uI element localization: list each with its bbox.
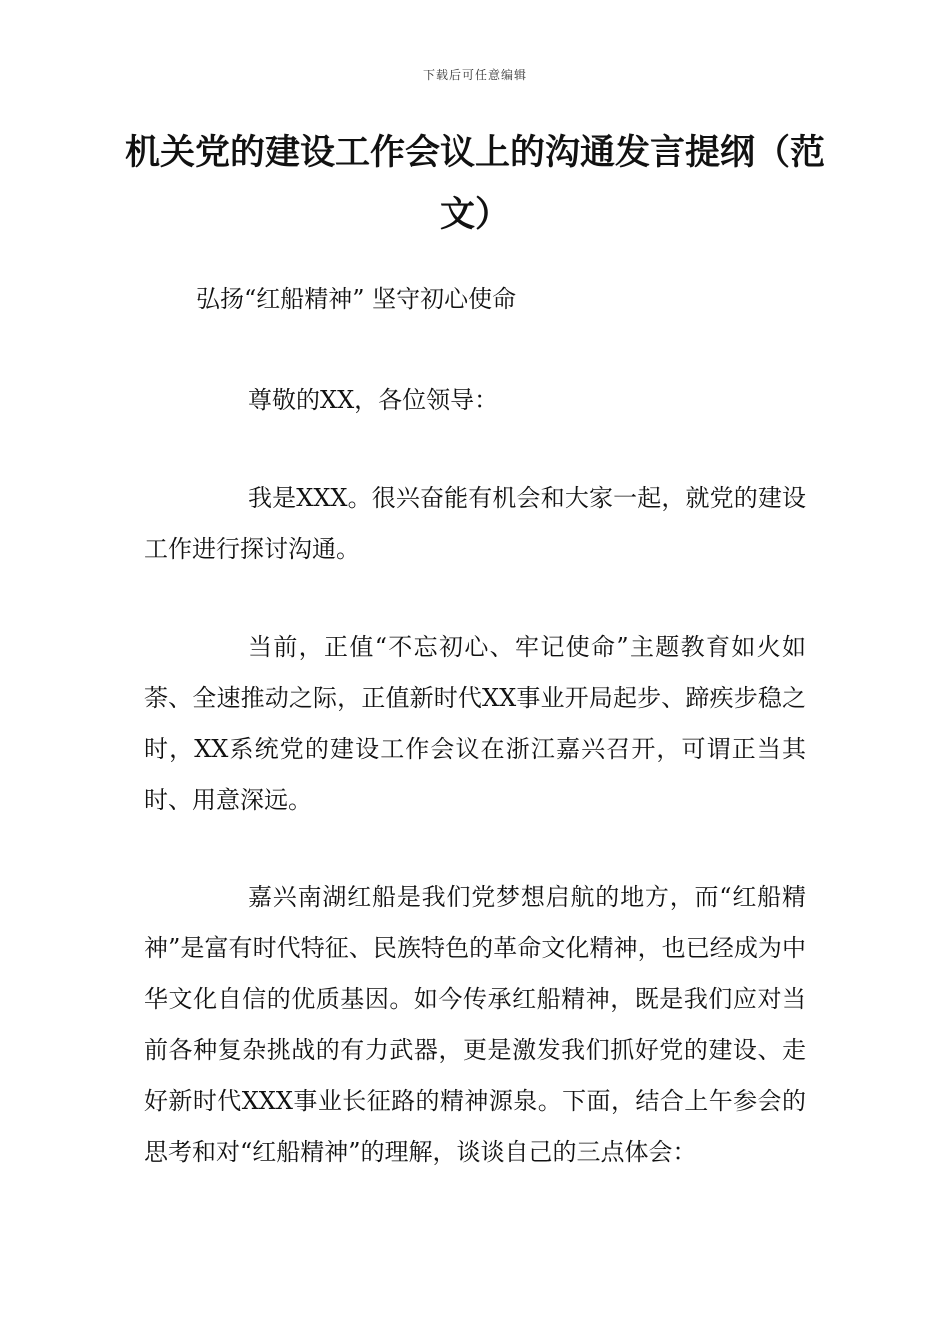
document-title: 机关党的建设工作会议上的沟通发言提纲（范文） <box>124 133 825 235</box>
paragraph-2: 当前，正值“不忘初心、牢记使命”主题教育如火如荼、全速推动之际，正值新时代XX事业开局起步、蹄疾步稳之时，XX系统党的建设工作会议在浙江嘉兴召开，可谓正当其时、用意深远。 <box>144 633 806 814</box>
salutation: 尊敬的XX，各位领导： <box>248 386 499 414</box>
paragraph-1: 我是XXX。很兴奋能有机会和大家一起，就党的建设工作进行探讨沟通。 <box>144 484 806 563</box>
header-note: 下载后可任意编辑 <box>422 68 527 82</box>
document-subtitle: 弘扬“红船精神” 坚守初心使命 <box>196 285 517 313</box>
paragraph-3: 嘉兴南湖红船是我们党梦想启航的地方，而“红船精神”是富有时代特征、民族特色的革命文化精神，也已经成为中华文化自信的优质基因。如今传承红船精神，既是我们应对当前各种复杂挑战的有力武器，更是激发我们抓好党的建设、走好新时代XXX事业长征路的精神源泉。下面，结合上午参会的思考和对“红船精神”的理解，谈谈自己的三点体会： <box>144 883 806 1166</box>
